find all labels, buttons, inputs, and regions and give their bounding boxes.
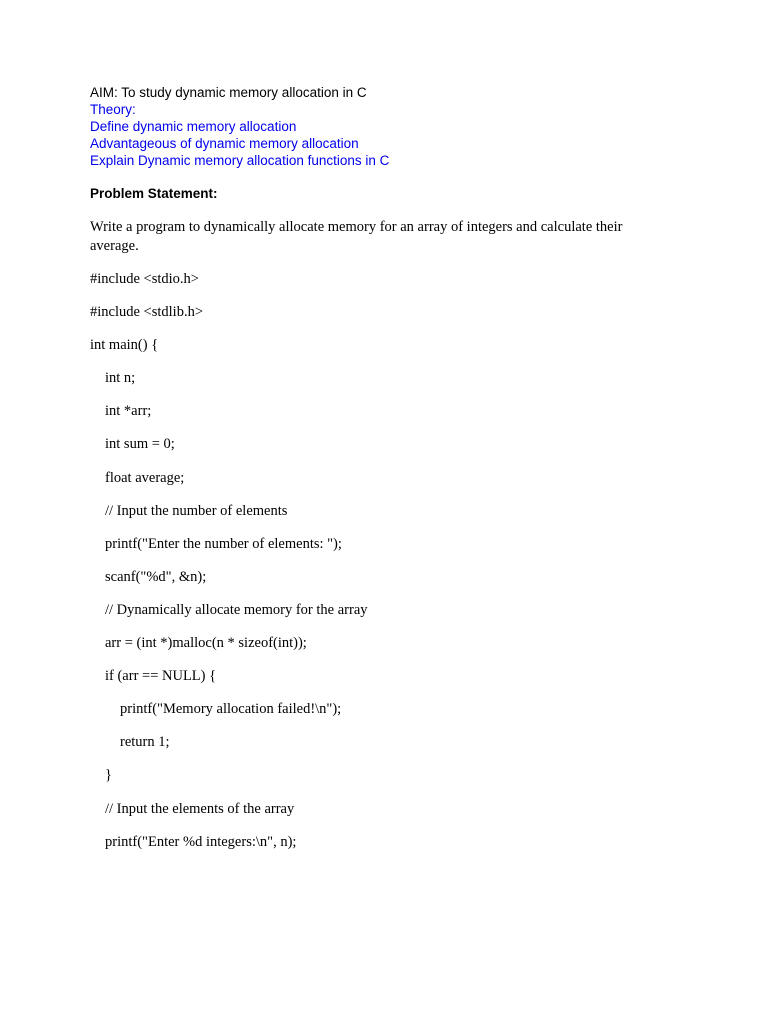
code-line: } bbox=[105, 767, 112, 784]
code-comment: // Input the number of elements bbox=[105, 502, 288, 519]
code-line: arr = (int *)malloc(n * sizeof(int)); bbox=[105, 635, 307, 652]
code-line: #include <stdio.h> bbox=[90, 271, 199, 287]
code-comment: // Dynamically allocate memory for the array bbox=[105, 601, 368, 618]
header-section bbox=[90, 84, 730, 169]
code-line: scanf("%d", &n); bbox=[105, 568, 207, 585]
aim-line: AIM: To study dynamic memory allocation in C bbox=[90, 85, 367, 100]
problem-statement-heading: Problem Statement: bbox=[90, 186, 218, 201]
code-line: int sum = 0; bbox=[105, 436, 175, 453]
code-line: printf("Enter %d integers:\n", n); bbox=[105, 833, 297, 850]
theory-item: Advantageous of dynamic memory allocation bbox=[90, 136, 359, 151]
code-line: return 1; bbox=[120, 734, 170, 751]
code-line: int *arr; bbox=[105, 403, 152, 420]
code-line: #include <stdlib.h> bbox=[90, 304, 204, 321]
theory-item: Define dynamic memory allocation bbox=[90, 119, 297, 134]
code-line: if (arr == NULL) { bbox=[105, 668, 217, 685]
code-comment: // Input the elements of the array bbox=[105, 800, 295, 817]
code-line: int main() { bbox=[90, 337, 159, 354]
theory-label: Theory: bbox=[90, 102, 136, 117]
code-line: printf("Enter the number of elements: "); bbox=[105, 535, 342, 552]
code-line: printf("Memory allocation failed!\n"); bbox=[120, 701, 342, 718]
code-line: int n; bbox=[105, 370, 136, 387]
code-line: float average; bbox=[105, 469, 185, 486]
problem-statement-text: Write a program to dynamically allocate memory for an array of integers and calculate their average. bbox=[90, 219, 623, 254]
code-listing bbox=[90, 270, 730, 866]
theory-item: Explain Dynamic memory allocation functions in C bbox=[90, 153, 390, 168]
